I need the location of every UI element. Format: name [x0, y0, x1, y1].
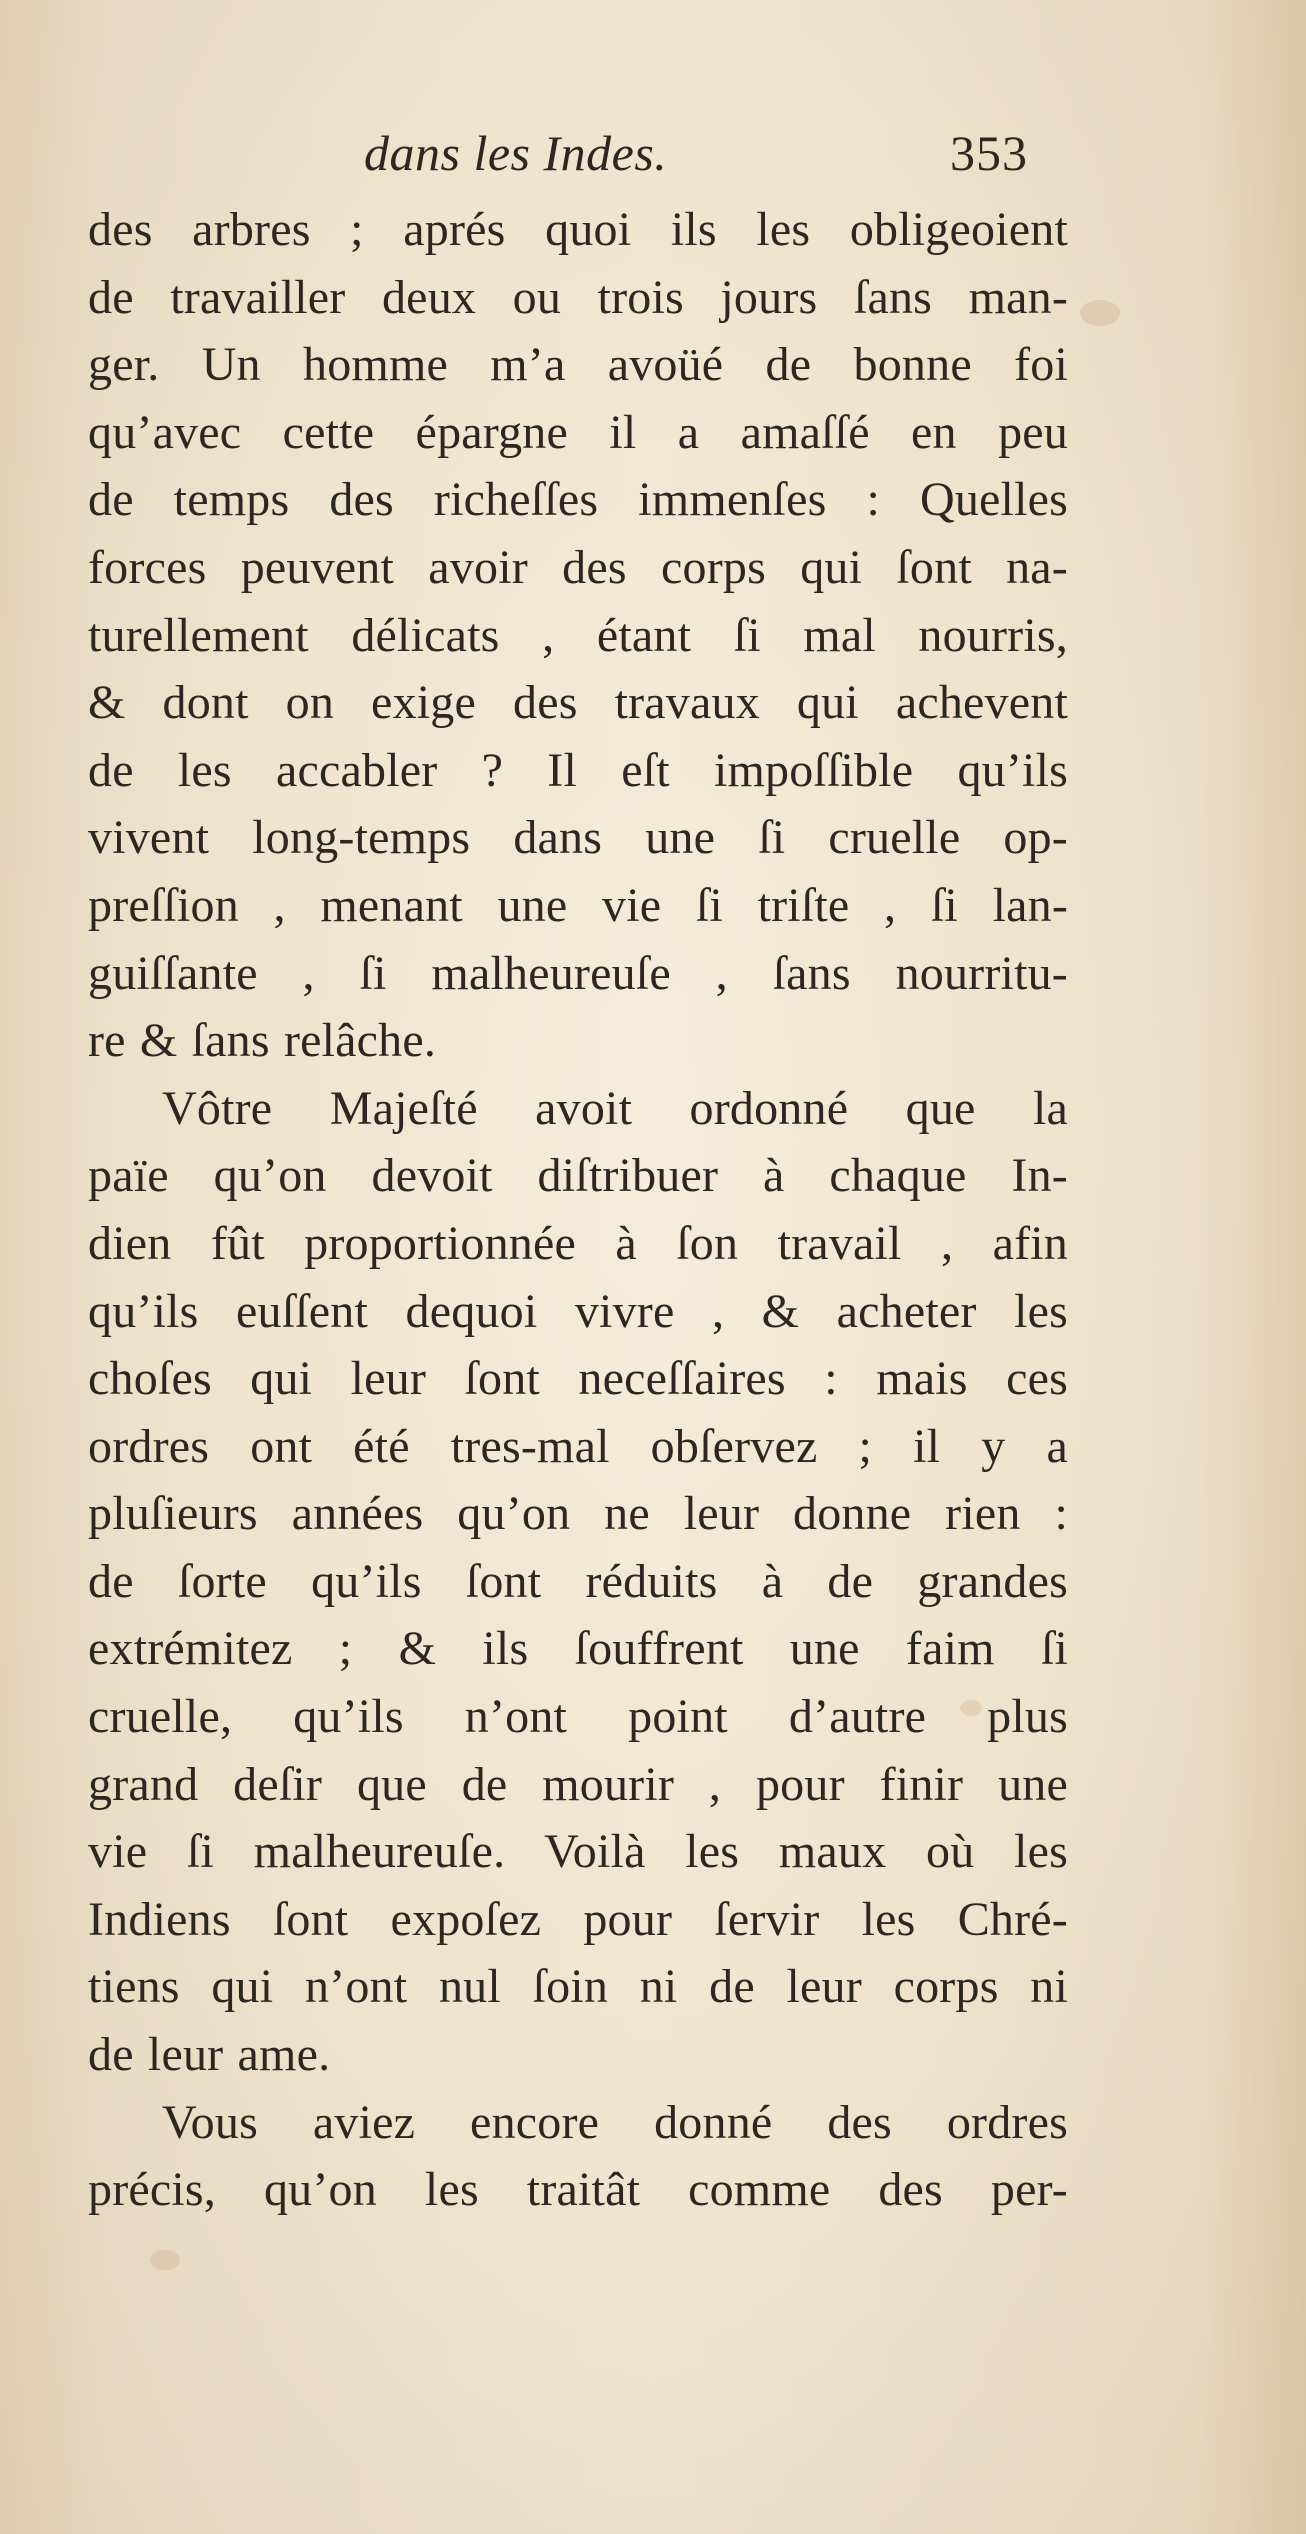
- text-line: de les accabler ? Il eſt impoſſible qu’ils: [88, 743, 1068, 797]
- text-line: ordres ont été tres-mal obſervez ; il y a: [88, 1419, 1068, 1473]
- paper-stain: [1080, 300, 1120, 326]
- text-line: extrémitez ; & ils ſouffrent une faim ſi: [88, 1622, 1068, 1676]
- running-head: [88, 118, 1068, 188]
- text-line: grand deſir que de mourir , pour finir une: [88, 1757, 1068, 1811]
- text-line: choſes qui leur ſont neceſſaires : mais ces: [88, 1352, 1068, 1406]
- text-line: ger. Un homme m’a avoüé de bonne foi: [88, 338, 1068, 392]
- text-line: re & ſans relâche.: [88, 1014, 437, 1068]
- text-line: guiſſante , ſi malheureuſe , ſans nourritu-: [88, 946, 1068, 1000]
- text-line: de temps des richeſſes immenſes : Quelles: [88, 473, 1068, 527]
- body-text: [88, 196, 1068, 2224]
- text-line: preſſion , menant une vie ſi triſte , ſi lan-: [88, 878, 1068, 932]
- text-line: païe qu’on devoit diſtribuer à chaque In-: [88, 1149, 1068, 1203]
- text-line: de travailler deux ou trois jours ſans man-: [88, 270, 1068, 324]
- text-line: cruelle, qu’ils n’ont point d’autre plus: [88, 1690, 1068, 1744]
- paper-stain: [150, 2250, 180, 2270]
- text-line: turellement délicats , étant ſi mal nourris,: [88, 608, 1068, 662]
- running-title: dans les Indes.: [364, 125, 668, 181]
- text-line: forces peuvent avoir des corps qui ſont na-: [88, 540, 1068, 594]
- text-line: précis, qu’on les traitât comme des per-: [88, 2163, 1068, 2217]
- page-text-block: [88, 118, 1068, 2224]
- page-number: 353: [950, 125, 1028, 181]
- text-line: Indiens ſont expoſez pour ſervir les Chré-: [88, 1892, 1068, 1946]
- text-line: qu’avec cette épargne il a amaſſé en peu: [88, 405, 1068, 459]
- text-line: des arbres ; aprés quoi ils les obligeoient: [88, 203, 1068, 256]
- text-line: vivent long-temps dans une ſi cruelle op-: [88, 811, 1068, 865]
- text-line: qu’ils euſſent dequoi vivre , & acheter les: [88, 1284, 1068, 1338]
- text-line: tiens qui n’ont nul ſoin ni de leur corps ni: [88, 1960, 1068, 2014]
- text-line: de leur ame.: [88, 2028, 331, 2082]
- text-line: Vous aviez encore donné des ordres: [162, 2095, 1068, 2149]
- text-line: & dont on exige des travaux qui achevent: [88, 676, 1068, 730]
- text-line: vie ſi malheureuſe. Voilà les maux où les: [88, 1825, 1068, 1879]
- text-line: pluſieurs années qu’on ne leur donne rien :: [88, 1487, 1068, 1541]
- text-line: dien fût proportionnée à ſon travail , afin: [88, 1216, 1068, 1270]
- text-line: Vôtre Majeſté avoit ordonné que la: [162, 1081, 1068, 1135]
- text-line: de ſorte qu’ils ſont réduits à de grandes: [88, 1554, 1068, 1608]
